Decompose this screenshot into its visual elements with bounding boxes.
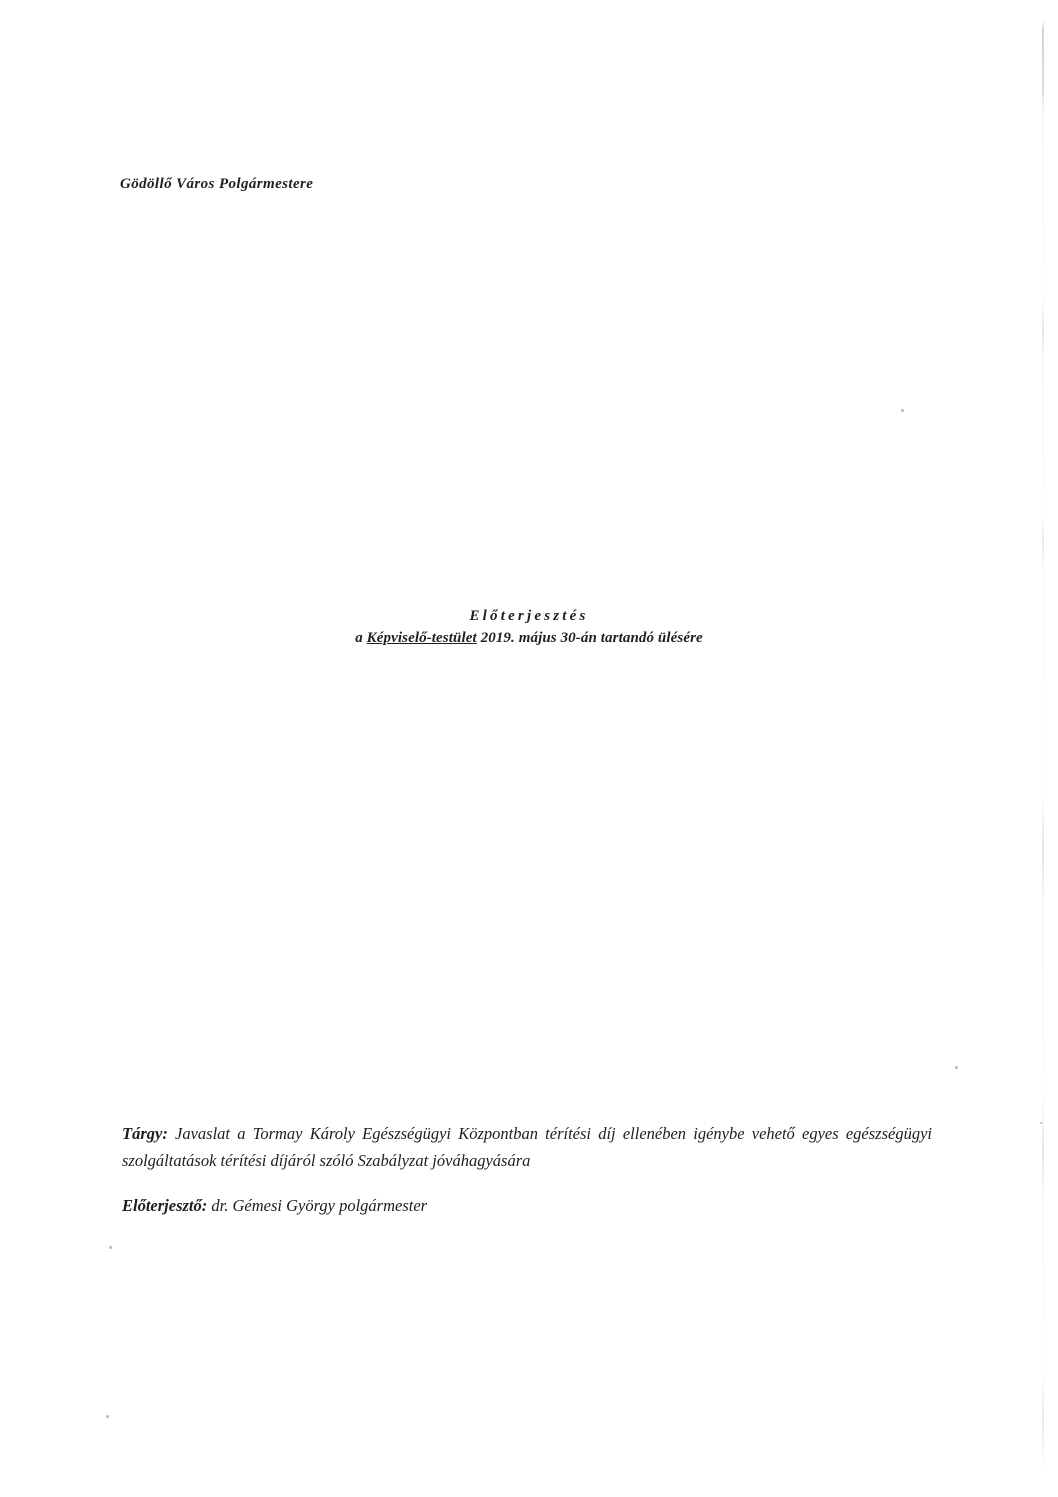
session-prefix: a xyxy=(355,630,367,646)
document-title-block xyxy=(0,608,1058,647)
scan-speck xyxy=(1040,1122,1042,1124)
subject-block xyxy=(122,1120,932,1216)
letterhead-issuer: Gödöllő Város Polgármestere xyxy=(120,176,314,192)
scan-speck xyxy=(106,1415,109,1418)
subject-label: Tárgy: xyxy=(122,1124,168,1143)
presenter-name: dr. Gémesi György polgármester xyxy=(207,1196,428,1215)
subject-line xyxy=(122,1120,932,1174)
session-body-underlined: Képviselő-testület xyxy=(366,630,477,646)
presenter-label: Előterjesztő: xyxy=(122,1196,208,1215)
scan-speck xyxy=(109,1246,112,1249)
presenter-line xyxy=(122,1196,932,1216)
session-line xyxy=(0,630,1058,647)
subject-text: Javaslat a Tormay Károly Egészségügyi Központban térítési díj ellenében igénybe vehető egyes egészségügyi szolgáltatások térítési díjáról szóló Szabályzat jóváhagyására xyxy=(122,1124,932,1170)
document-type-title: Előterjesztés xyxy=(469,608,589,624)
scan-speck xyxy=(955,1066,958,1069)
session-rest: 2019. május 30-án tartandó ülésére xyxy=(476,630,703,646)
scan-edge-artifact xyxy=(1042,0,1044,1497)
scan-speck xyxy=(901,409,904,412)
